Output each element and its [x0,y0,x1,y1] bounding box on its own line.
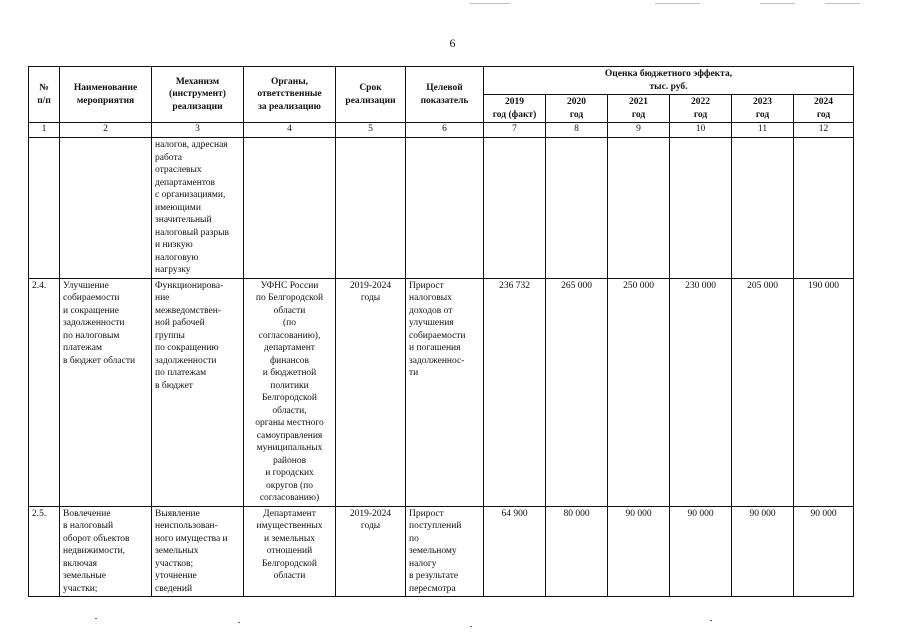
table-row [29,138,854,279]
row-bodies: УФНС России по Белгородской области (по согласованию), департамент финансов и бюджетной политики Белгородской области, органы местного самоуправления муниципальных районов и городских округов (по согласованию) [244,278,336,506]
row-value-2022: 230 000 [670,278,732,506]
row-value-2024: 190 000 [794,278,854,506]
row-value-2021: 90 000 [608,506,670,597]
column-number: 10 [670,123,732,138]
scan-edge-line [825,3,860,4]
row-name [60,138,152,279]
header-num: № п/п [29,67,60,123]
row-mechanism: Выявление неиспользован- ного имущества и земельных участков; уточнение сведений [152,506,244,597]
row-num: 2.5. [29,506,60,597]
row-value-2020 [546,138,608,279]
row-value-2021 [608,138,670,279]
scan-edge-line [655,3,700,4]
table-row [29,506,854,597]
row-name: Вовлечение в налоговый оборот объектов недвижимости, включая земельные участки; [60,506,152,597]
table-row [29,278,854,506]
column-number: 5 [336,123,406,138]
header-name: Наименование мероприятия [60,67,152,123]
scan-edge-line [760,3,795,4]
row-value-2022: 90 000 [670,506,732,597]
header-term: Срок реализации [336,67,406,123]
scan-speck [470,626,472,627]
row-name: Улучшение собираемости и сокращение задолженности по налоговым платежам в бюджет области [60,278,152,506]
row-value-2019 [484,138,546,279]
header-bodies: Органы, ответственные за реализацию [244,67,336,123]
row-value-2020: 80 000 [546,506,608,597]
measures-table [28,66,854,597]
row-target [406,138,484,279]
column-number: 8 [546,123,608,138]
row-value-2023: 205 000 [732,278,794,506]
header-row [29,67,854,95]
row-value-2020: 265 000 [546,278,608,506]
column-number: 3 [152,123,244,138]
scan-speck [95,618,97,619]
row-target: Прирост поступлений по земельному налогу в результате пересмотра [406,506,484,597]
column-number: 12 [794,123,854,138]
column-number: 1 [29,123,60,138]
row-value-2023: 90 000 [732,506,794,597]
row-term: 2019-2024 годы [336,278,406,506]
row-num: 2.4. [29,278,60,506]
header-year-2019: 2019 год (факт) [484,95,546,123]
row-bodies [244,138,336,279]
row-value-2019: 64 900 [484,506,546,597]
column-number: 11 [732,123,794,138]
column-number: 2 [60,123,152,138]
column-number: 4 [244,123,336,138]
header-budget-effect: Оценка бюджетного эффекта, тыс. руб. [484,67,854,95]
row-value-2023 [732,138,794,279]
column-number: 9 [608,123,670,138]
row-value-2024 [794,138,854,279]
column-number: 6 [406,123,484,138]
column-number: 7 [484,123,546,138]
row-num [29,138,60,279]
column-numbers-row [29,123,854,138]
header-year-2022: 2022 год [670,95,732,123]
page-number: 6 [449,36,456,50]
row-target: Прирост налоговых доходов от улучшения собираемости и погашения задолженнос- ти [406,278,484,506]
row-value-2022 [670,138,732,279]
header-year-2021: 2021 год [608,95,670,123]
header-year-2023: 2023 год [732,95,794,123]
header-year-2020: 2020 год [546,95,608,123]
header-mechanism: Механизм (инструмент) реализации [152,67,244,123]
header-year-2024: 2024 год [794,95,854,123]
row-value-2024: 90 000 [794,506,854,597]
scan-speck [710,620,712,621]
row-bodies: Департамент имущественных и земельных отношений Белгородской области [244,506,336,597]
row-value-2019: 236 732 [484,278,546,506]
row-term [336,138,406,279]
row-term: 2019-2024 годы [336,506,406,597]
header-target: Целевой показатель [406,67,484,123]
row-value-2021: 250 000 [608,278,670,506]
scan-edge-line [470,3,510,4]
row-mechanism: Функционирова- ние межведомствен- ной рабочей группы по сокращению задолженности по платежам в бюджет [152,278,244,506]
row-mechanism: налогов, адресная работа отраслевых департаментов с организациями, имеющими значительный налоговый разрыв и низкую налоговую нагрузку [152,138,244,279]
scan-speck [238,622,240,623]
